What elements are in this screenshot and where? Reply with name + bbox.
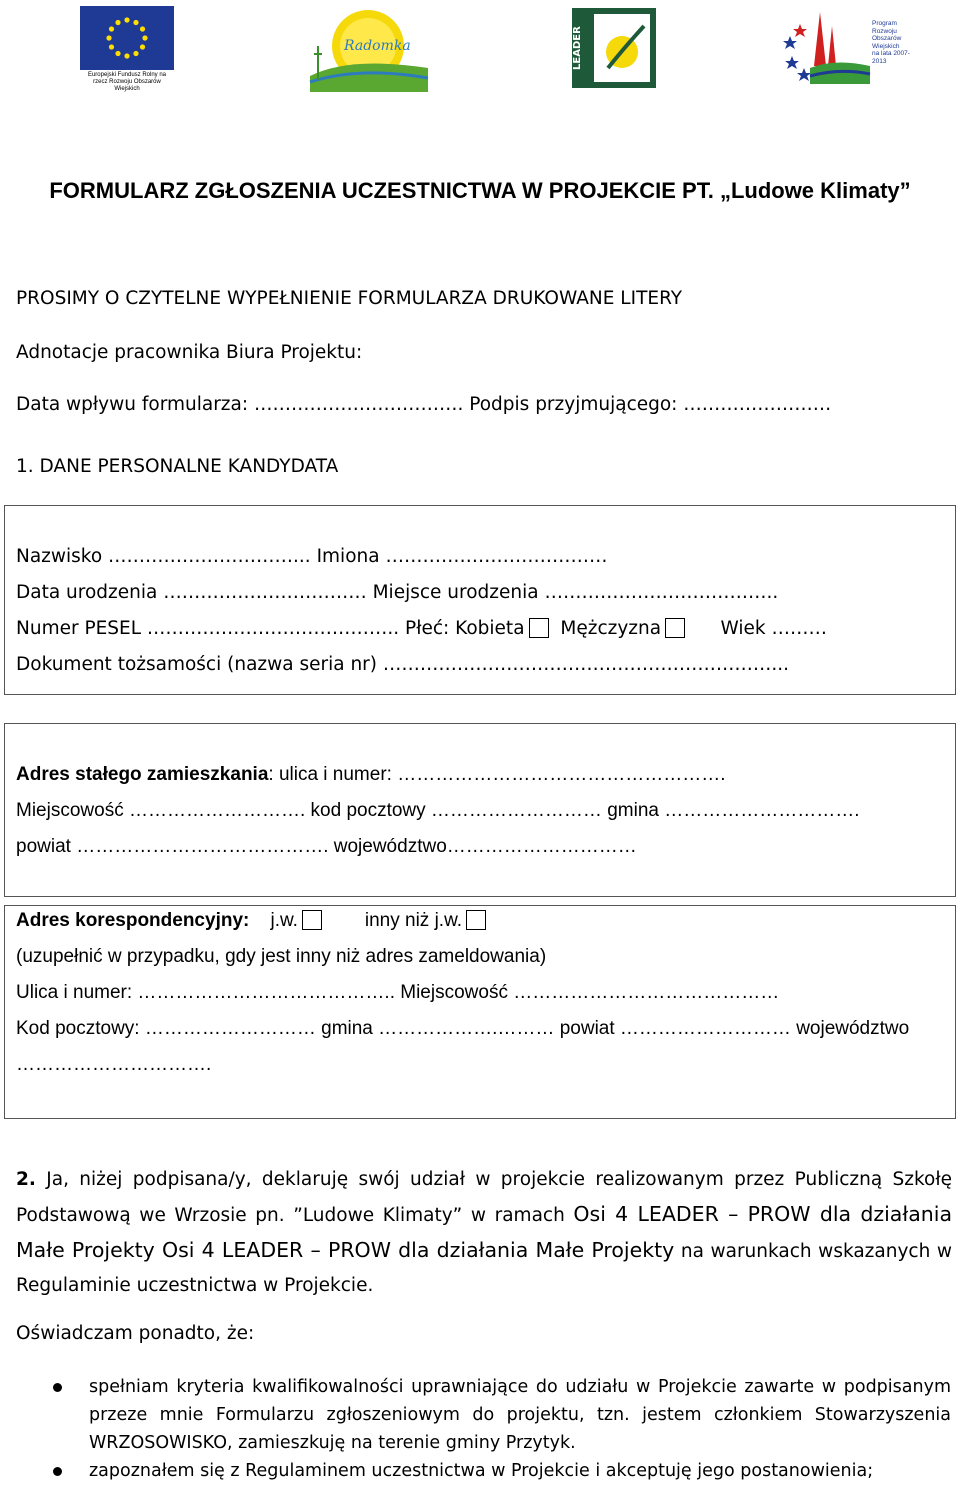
section-1-heading: 1. DANE PERSONALNE KANDYDATA [16,456,339,477]
bullet-item-2: zapoznałem się z Regulaminem uczestnictwa w Projekcie i akceptuję jego postanowienia; [89,1461,874,1481]
female-checkbox[interactable] [529,618,549,638]
prow-logo [780,6,910,84]
same-address-checkbox[interactable] [302,910,322,930]
other-address-checkbox[interactable] [466,910,486,930]
radomka-text: Radomka [344,38,411,54]
statement-label: Oświadczam ponadto, że: [16,1323,255,1344]
bullet-icon [53,1467,62,1476]
street-line: Ulica i numer: ………………………………….. Miejscowość …………………………………… [16,982,780,1003]
bullet-icon [53,1383,62,1392]
eu-caption: Europejski Fundusz Rolny na rzecz Rozwoju Obszarów Wiejskich [87,72,167,92]
staff-note-label: Adnotacje pracownika Biura Projektu: [16,342,363,363]
eu-logo [80,6,174,92]
correspondence-hint: (uzupełnić w przypadku, gdy jest inny niż adres zameldowania) [16,946,547,967]
bullet-item-1: spełniam kryteria kwalifikowalności uprawniające do udziału w Projekcie zawarte w podpisanym przeze mnie Formularzu zgłoszeniowym do projektu, tzn. jestem członkiem Stowarzyszenia WRZOSOWISKO, zamieszkuję na terenie gminy Przytyk. [89,1377,951,1453]
address-line: Adres stałego zamieszkania: ulica i numer: ……………………………………………. [16,764,726,785]
leader-text: LEADER [572,26,583,70]
eu-flag-icon [80,6,174,70]
form-title: FORMULARZ ZGŁOSZENIA UCZESTNICTWA W PROJEKCIE PT. „Ludowe Klimaty” [49,178,911,203]
radomka-logo [300,6,430,92]
name-line: Nazwisko …………………………... Imiona ……………………………… [16,546,608,567]
leader-logo [572,8,656,88]
notice-text: PROSIMY O CZYTELNE WYPEŁNIENIE FORMULARZA DRUKOWANE LITERY [16,288,683,309]
correspondence-box [4,905,956,1119]
pesel-gender-line: Numer PESEL ………………………………….. Płeć: Kobieta Mężczyzna Wiek ……… [16,618,828,639]
county-line: powiat …………………………………. województwo………………………… [16,836,637,857]
prow-caption: Program Rozwoju Obszarów Wiejskich na lata 2007-2013 [872,20,910,65]
voivodeship-line: …………………………. [16,1054,212,1075]
logo-bar [0,0,960,100]
town-line: Miejscowość ………………………. kod pocztowy ……………………… gmina …………………………. [16,800,860,821]
male-checkbox[interactable] [665,618,685,638]
birth-line: Data urodzenia …………………………… Miejsce urodzenia ……………………………….. [16,582,779,603]
correspondence-line: Adres korespondencyjny: j.w. inny niż j.w. [16,910,492,932]
id-document-line: Dokument tożsamości (nazwa seria nr) ………………………………………………………... [16,654,790,675]
declaration-paragraph: 2. Ja, niżej podpisana/y, deklaruję swój udział w projekcie realizowanym przez Publiczną Szkołę Podstawową we Wrzosie pn. ”Ludowe Klimaty” w ramach Osi 4 LEADER – PROW dla działania Małe Projekty Osi 4 LEADER – PROW dla działania Małe Projekty na warunkach wskazanych w Regulaminie uczestnictwa w Projekcie. [16,1169,953,1296]
postal-line: Kod pocztowy: ……………………… gmina ……………….……… powiat ……………………… województwo [16,1018,910,1039]
intake-line: Data wpływu formularza: ……………………………. Podpis przyjmującego: …………………… [16,394,832,415]
